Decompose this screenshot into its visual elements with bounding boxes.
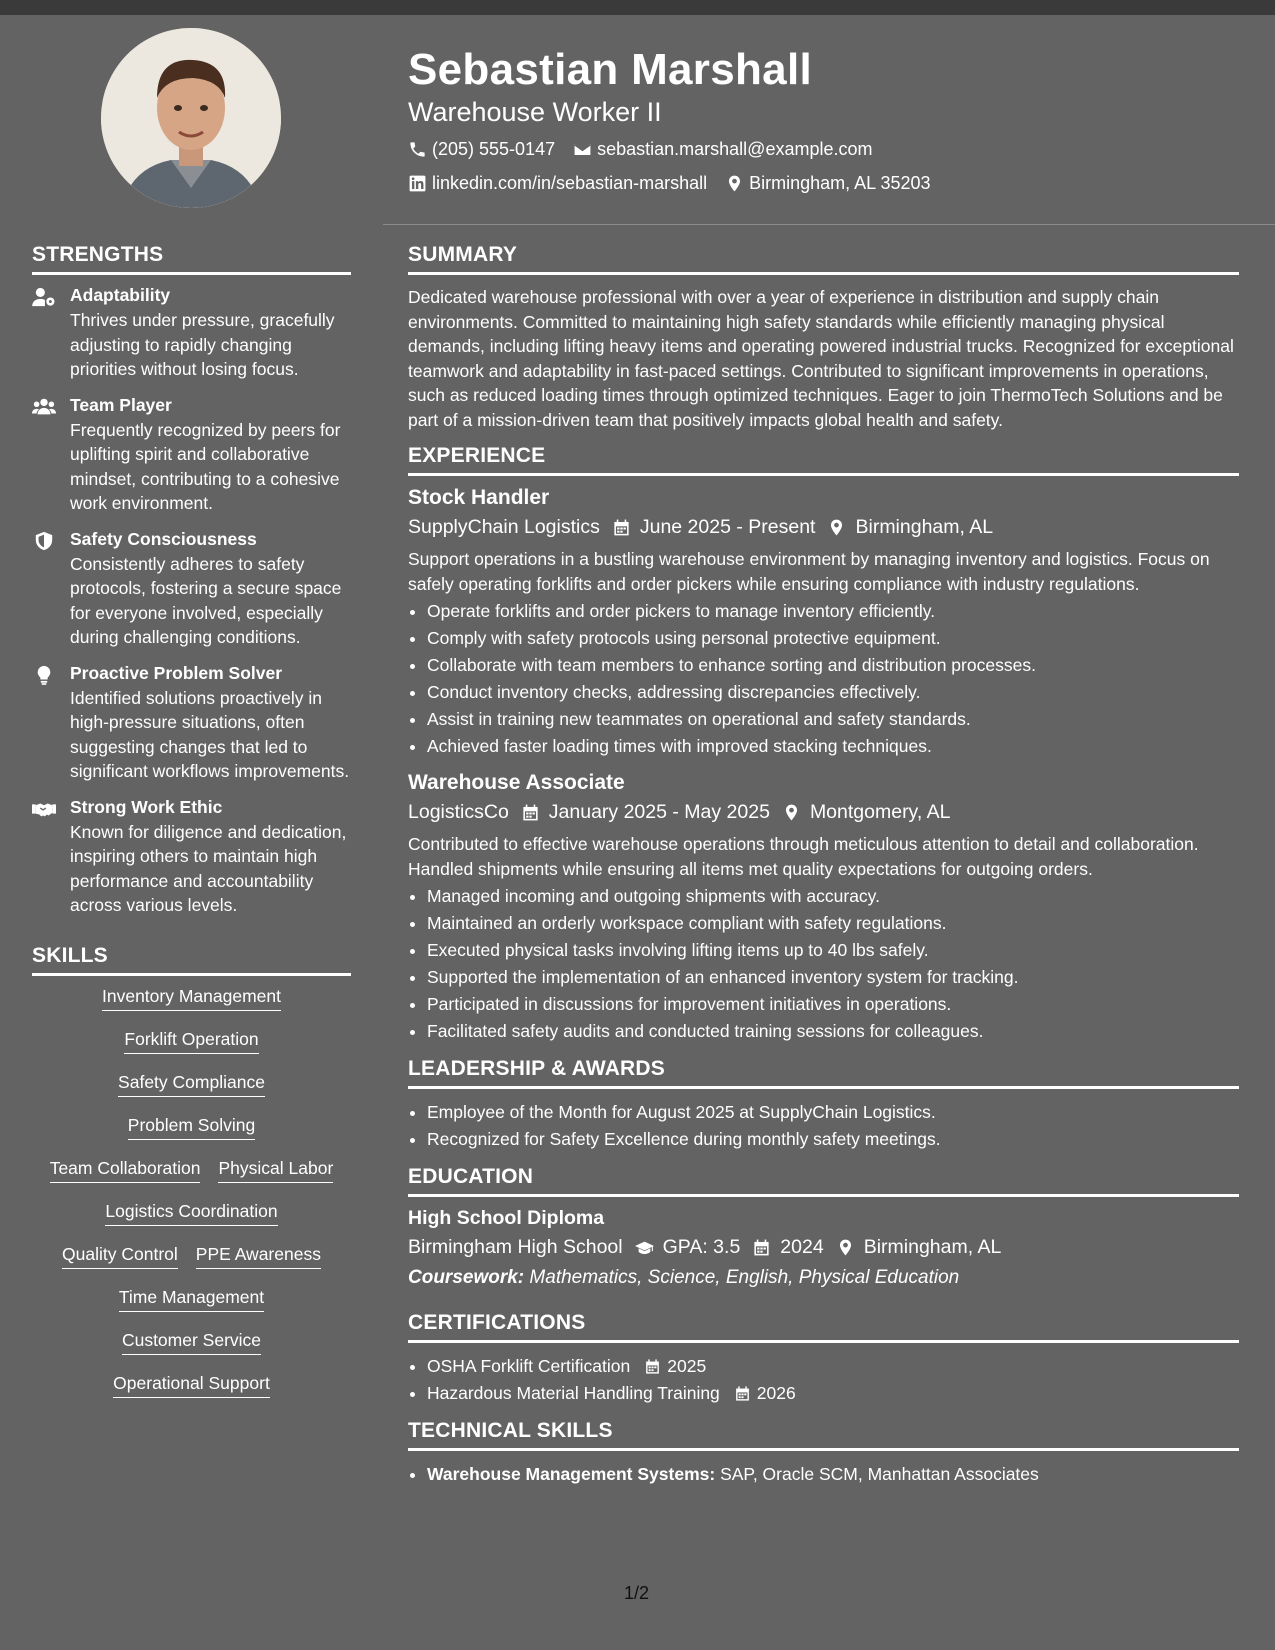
contact-row-2 (408, 169, 1238, 197)
strength-title: Strong Work Ethic (70, 796, 223, 817)
certifications-list (408, 1353, 1239, 1407)
skill-tag: Inventory Management (102, 986, 281, 1011)
strength-title: Proactive Problem Solver (70, 662, 283, 683)
skill-tag: Team Collaboration (50, 1158, 201, 1183)
email-contact[interactable] (573, 139, 872, 160)
skill-tag: Customer Service (122, 1330, 261, 1355)
skill-tag: Forklift Operation (124, 1029, 258, 1054)
summary-section (408, 243, 1239, 432)
education-heading: EDUCATION (408, 1165, 1239, 1197)
candidate-name: Sebastian Marshall (408, 45, 812, 94)
skill-tag: Time Management (119, 1287, 264, 1312)
award-item: • Recognized for Safety Excellence during monthly safety meetings. (427, 1126, 1239, 1153)
contact-row-1 (408, 135, 1238, 163)
linkedin-contact[interactable] (408, 173, 707, 194)
shield-icon (32, 531, 56, 551)
degree-title: High School Diploma (408, 1206, 605, 1229)
bullet-item: • Executed physical tasks involving lifting items up to 40 lbs safely. (427, 937, 1239, 964)
job-bullets (408, 883, 1239, 1044)
handshake-icon (32, 799, 56, 819)
experience-section (408, 444, 1239, 1045)
map-pin-icon (827, 518, 846, 537)
bullet-item: • Participated in discussions for improvement initiatives in operations. (427, 991, 1239, 1018)
skill-tag: Logistics Coordination (105, 1201, 277, 1226)
phone-text: (205) 555-0147 (432, 138, 556, 159)
job-entry (408, 771, 1239, 1044)
strength-title: Adaptability (70, 285, 171, 305)
skill-tag: PPE Awareness (196, 1244, 321, 1269)
page-number: 1/2 (624, 1583, 650, 1603)
phone-icon (408, 140, 427, 159)
education-section (408, 1165, 1239, 1289)
technical-skill-item (427, 1461, 1239, 1488)
job-title: Warehouse Associate (408, 771, 625, 795)
top-bar (0, 0, 1275, 15)
technical-skills-list (408, 1461, 1239, 1488)
job-meta (408, 801, 1239, 824)
phone-contact[interactable] (408, 139, 555, 160)
job-bullets (408, 598, 1239, 759)
user-gear-icon (32, 287, 56, 307)
technical-skill-label: Warehouse Management Systems: (427, 1463, 716, 1484)
awards-heading: LEADERSHIP & AWARDS (408, 1057, 1239, 1089)
bullet-item: • Achieved faster loading times with improved stacking techniques. (427, 733, 1239, 760)
bullet-item: • Comply with safety protocols using personal protective equipment. (427, 625, 1239, 652)
job-dates: June 2025 - Present (639, 516, 816, 538)
strength-item (32, 797, 351, 918)
cert-name: • Hazardous Material Handling Training (427, 1382, 720, 1403)
awards-section (408, 1057, 1239, 1153)
education-meta (408, 1236, 1239, 1259)
profile-photo (101, 28, 281, 208)
linkedin-text: linkedin.com/in/sebastian-marshall (432, 172, 708, 193)
strength-title: Team Player (70, 394, 172, 415)
graduation-cap-icon (635, 1238, 654, 1257)
certifications-heading: CERTIFICATIONS (408, 1311, 1239, 1343)
job-dates: January 2025 - May 2025 (548, 801, 770, 824)
job-company: SupplyChain Logistics (408, 516, 600, 538)
bullet-item: • Supported the implementation of an enhanced inventory system for tracking. (427, 964, 1239, 991)
skills-heading: SKILLS (32, 944, 351, 976)
cert-year: 2026 (756, 1382, 796, 1403)
job-location: Montgomery, AL (809, 801, 951, 824)
lightbulb-icon (32, 665, 56, 685)
strength-desc: Identified solutions proactively in high-pressure situations, often suggesting changes that led to significant workflows improvements. (70, 687, 350, 781)
right-column (408, 243, 1239, 1499)
strength-item (32, 285, 351, 382)
linkedin-icon (408, 174, 427, 193)
skills-section (32, 944, 351, 1398)
strength-desc: Thrives under pressure, gracefully adjusting to rapidly changing priorities without losing focus. (70, 310, 335, 379)
strength-item (32, 395, 351, 516)
gpa-text: GPA: 3.5 (662, 1235, 741, 1258)
coursework-text: Mathematics, Science, English, Physical Education (529, 1266, 960, 1288)
calendar-icon (752, 1238, 771, 1257)
envelope-icon (573, 140, 592, 159)
candidate-title: Warehouse Worker II (408, 97, 662, 127)
technical-skills-heading: TECHNICAL SKILLS (408, 1419, 1239, 1451)
summary-heading: SUMMARY (408, 243, 1239, 275)
technical-skill-value: SAP, Oracle SCM, Manhattan Associates (720, 1463, 1039, 1484)
strength-item (32, 663, 351, 784)
skill-tag: Operational Support (113, 1373, 270, 1398)
calendar-icon (521, 803, 540, 822)
job-description: Contributed to effective warehouse operations through meticulous attention to detail and collaboration. Handled shipments while ensuring all items met quality expectations for outgoing orders. (408, 834, 1199, 879)
summary-text: Dedicated warehouse professional with over a year of experience in distribution and supply chain environments. Committed to maintaining high safety standards while efficiently managing physical demands, including lifting heavy items and operating powered industrial trucks. Recognized for exceptional teamwork and adaptability in fast-paced settings. Contributed to significant improvements in operations, such as reduced loading times through optimized techniques. Eager to join ThermoTech Solutions and be part of a mission-driven team that positively impacts global health and safety. (408, 287, 1234, 430)
job-meta (408, 516, 1239, 539)
job-entry (408, 486, 1239, 759)
bullet-item: • Maintained an orderly workspace compliant with safety regulations. (427, 910, 1239, 937)
award-item: • Employee of the Month for August 2025 at SupplyChain Logistics. (427, 1099, 1239, 1126)
strength-desc: Frequently recognized by peers for uplifting spirit and collaborative mindset, contributing to a cohesive work environment. (70, 419, 341, 513)
graduation-year: 2024 (780, 1235, 824, 1258)
awards-list (408, 1099, 1239, 1153)
users-icon (32, 397, 56, 417)
bullet-item: • Assist in training new teammates on operational and safety standards. (427, 706, 1239, 733)
left-column (32, 243, 351, 1416)
cert-name: • OSHA Forklift Certification (427, 1355, 631, 1376)
calendar-icon (644, 1358, 661, 1375)
skill-tag: Physical Labor (218, 1158, 333, 1183)
resume-page (0, 15, 1275, 1650)
school-name: Birmingham High School (408, 1235, 623, 1258)
bullet-item: • Collaborate with team members to enhance sorting and distribution processes. (427, 652, 1239, 679)
strength-item (32, 529, 351, 650)
certifications-section (408, 1311, 1239, 1407)
strengths-heading: STRENGTHS (32, 243, 351, 275)
skill-tag: Problem Solving (128, 1115, 255, 1140)
job-description: Support operations in a bustling warehouse environment by managing inventory and logistics. Focus on safely operating forklifts and order pickers while ensuring compliance with industry regulations. (408, 549, 1210, 594)
bullet-item: • Facilitated safety audits and conducted training sessions for colleagues. (427, 1018, 1239, 1045)
map-pin-icon (782, 803, 801, 822)
cert-item (427, 1353, 1239, 1380)
location-text: Birmingham, AL 35203 (749, 172, 931, 193)
skills-list (32, 986, 351, 1398)
job-title: Stock Handler (408, 486, 550, 509)
coursework (408, 1267, 1239, 1289)
cert-item (427, 1380, 1239, 1407)
map-pin-icon (836, 1238, 855, 1257)
email-text: sebastian.marshall@example.com (597, 138, 873, 159)
school-location: Birmingham, AL (863, 1235, 1002, 1258)
technical-skills-section (408, 1419, 1239, 1488)
job-company: LogisticsCo (408, 801, 509, 824)
location-contact (725, 173, 930, 194)
bullet-item: • Conduct inventory checks, addressing discrepancies effectively. (427, 679, 1239, 706)
coursework-label: Coursework: (408, 1266, 525, 1288)
header-divider (383, 224, 1275, 225)
calendar-icon (734, 1385, 751, 1402)
strength-desc: Known for diligence and dedication, inspiring others to maintain high performance and accountability across various levels. (70, 821, 347, 915)
bullet-item: • Managed incoming and outgoing shipments with accuracy. (427, 883, 1239, 910)
experience-heading: EXPERIENCE (408, 444, 1239, 476)
strength-desc: Consistently adheres to safety protocols, fostering a secure space for everyone involved, especially during challenging conditions. (70, 553, 342, 647)
map-pin-icon (725, 174, 744, 193)
resume-header (408, 45, 1238, 197)
skill-tag: Safety Compliance (118, 1072, 265, 1097)
strength-title: Safety Consciousness (70, 528, 257, 549)
skill-tag: Quality Control (62, 1244, 178, 1269)
calendar-icon (612, 518, 631, 537)
bullet-item: • Operate forklifts and order pickers to manage inventory efficiently. (427, 598, 1239, 625)
cert-year: 2025 (667, 1355, 707, 1376)
job-location: Birmingham, AL (855, 516, 994, 538)
